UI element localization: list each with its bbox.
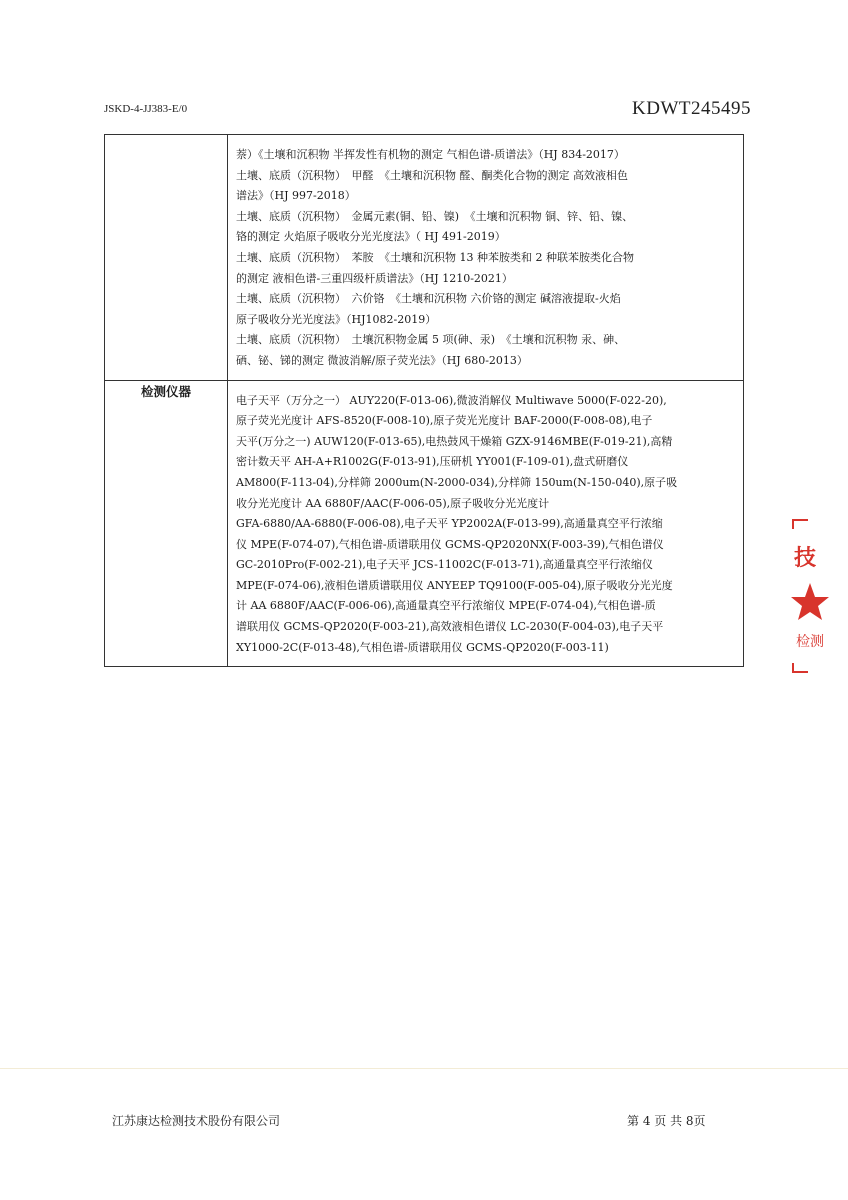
star-icon (790, 581, 830, 623)
method-line: 硒、铋、锑的测定 微波消解/原子荧光法》（HJ 680-2013） (236, 353, 528, 367)
instrument-line: AM800(F-113-04),分样筛 2000um(N-2000-034),分样筛 150um(N-150-040),原子吸 (236, 475, 678, 489)
method-line: 铬的测定 火焰原子吸收分光光度法》（ HJ 491-2019） (236, 230, 506, 244)
instrument-line: XY1000-2C(F-013-48),气相色谱-质谱联用仪 GCMS-QP2020(F-003-11) (236, 640, 609, 654)
instrument-line: 密计数天平 AH-A+R1002G(F-013-91),压研机 YY001(F-109-01),盘式研磨仪 (236, 455, 629, 469)
page-number: 第 4 页 共 8页 (627, 1114, 706, 1128)
instrument-line: GFA-6880/AA-6880(F-006-08),电子天平 YP2002A(F-013-99),高通量真空平行浓缩 (236, 517, 663, 531)
seal-char-bottom: 检测 (796, 634, 824, 650)
instrument-line: 天平(万分之一) AUW120(F-013-65),电热鼓风干燥箱 GZX-9146MBE(F-019-21),高精 (236, 434, 673, 448)
document-code: JSKD-4-JJ383-E/0 (104, 103, 188, 115)
report-number: KDWT245495 (632, 98, 751, 119)
method-line: 土壤、底质（沉积物） 金属元素(铜、铅、镍) 《土壤和沉积物 铜、锌、铅、镍、 (236, 209, 634, 223)
instrument-line: MPE(F-074-06),液相色谱质谱联用仪 ANYEEP TQ9100(F-005-04),原子吸收分光光度 (236, 578, 673, 592)
method-line: 土壤、底质（沉积物） 土壤沉积物金属 5 项(砷、汞) 《土壤和沉积物 汞、砷、 (236, 333, 626, 347)
report-table (104, 134, 744, 667)
instrument-line: 收分光光度计 AA 6880F/AAC(F-006-05),原子吸收分光光度计 (236, 496, 550, 510)
instruments-label: 检测仪器 (105, 380, 228, 667)
method-line: 萘）《土壤和沉积物 半挥发性有机物的测定 气相色谱-质谱法》（HJ 834-2017） (236, 148, 625, 161)
instrument-line: 计 AA 6880F/AAC(F-006-06),高通量真空平行浓缩仪 MPE(F-074-04),气相色谱-质 (236, 599, 656, 613)
seal-bracket-top (792, 519, 808, 529)
company-name: 江苏康达检测技术股份有限公司 (112, 1114, 281, 1128)
methods-row (105, 135, 744, 381)
method-line: 土壤、底质（沉积物） 甲醛 《土壤和沉积物 醛、酮类化合物的测定 高效液相色 (236, 168, 628, 182)
instruments-content-cell (228, 380, 744, 667)
instrument-line: 仪 MPE(F-074-07),气相色谱-质谱联用仪 GCMS-QP2020NX(F-003-39),气相色谱仪 (236, 537, 664, 551)
method-line: 谱法》（HJ 997-2018） (236, 189, 356, 203)
seal-bracket-bottom (792, 663, 808, 673)
footer-divider (0, 1068, 848, 1069)
method-line: 土壤、底质（沉积物） 六价铬 《土壤和沉积物 六价铬的测定 碱溶液提取-火焰 (236, 292, 621, 306)
method-line: 原子吸收分光光度法》（HJ1082-2019） (236, 312, 437, 326)
seal-char-top: 技 (794, 546, 817, 571)
instrument-line: GC-2010Pro(F-002-21),电子天平 JCS-11002C(F-013-71),高通量真空平行浓缩仪 (236, 558, 653, 572)
company-seal (790, 519, 830, 673)
instrument-line: 谱联用仪 GCMS-QP2020(F-003-21),高效液相色谱仪 LC-2030(F-004-03),电子天平 (236, 620, 664, 634)
method-line: 的测定 液相色谱-三重四级杆质谱法》（HJ 1210-2021） (236, 271, 513, 285)
method-line: 土壤、底质（沉积物） 苯胺 《土壤和沉积物 13 种苯胺类和 2 种联苯胺类化合物 (236, 250, 634, 264)
instrument-line: 原子荧光光度计 AFS-8520(F-008-10),原子荧光光度计 BAF-2000(F-008-08),电子 (236, 414, 653, 428)
instrument-line: 电子天平（万分之一） AUY220(F-013-06),微波消解仪 Multiwave 5000(F-022-20), (236, 393, 667, 407)
instruments-row (105, 380, 744, 667)
methods-label-cell (105, 135, 228, 381)
methods-content-cell (228, 135, 744, 381)
